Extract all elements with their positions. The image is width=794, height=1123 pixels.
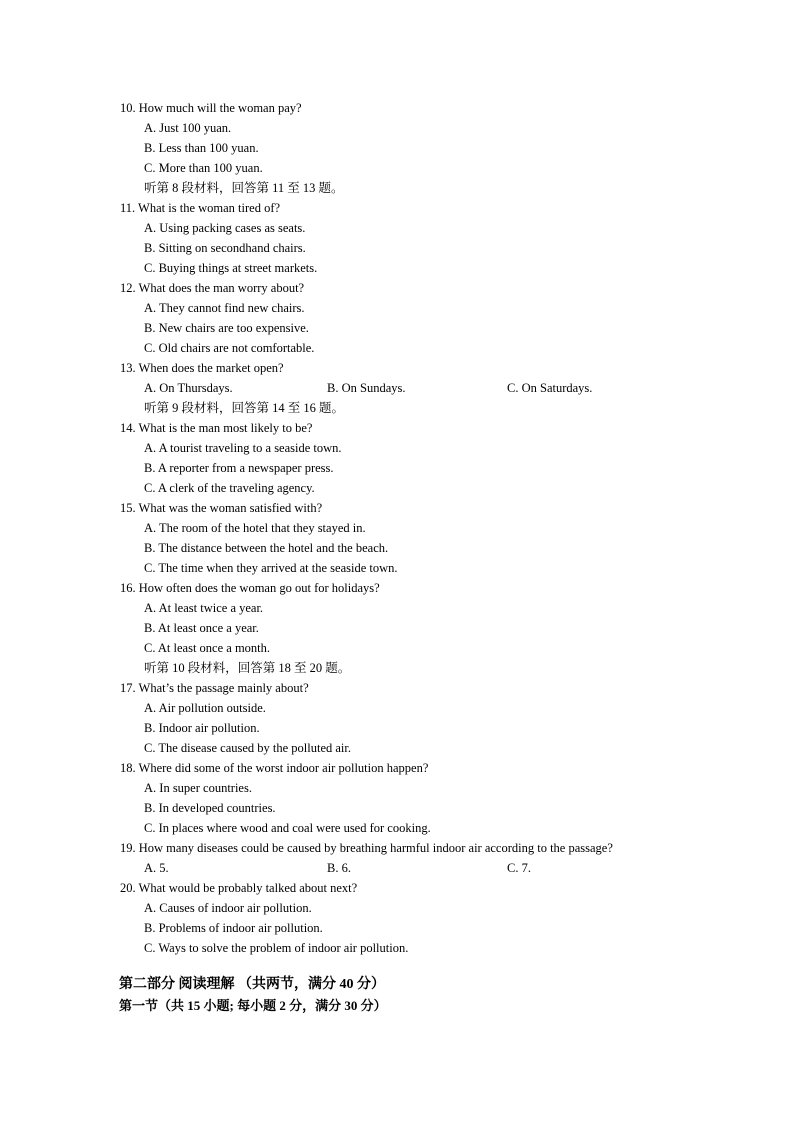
question-17-option-b: B. Indoor air pollution. xyxy=(144,721,260,735)
question-14-option-a: A. A tourist traveling to a seaside town. xyxy=(144,441,342,455)
question-14-stem: 14. What is the man most likely to be? xyxy=(120,421,313,435)
question-12-stem: 12. What does the man worry about? xyxy=(120,281,305,295)
part-2-title: 第二部分 阅读理解 （共两节，满分 40 分） xyxy=(119,977,385,992)
question-19-option-c: C. 7. xyxy=(507,861,531,875)
question-11-option-c: C. Buying things at street markets. xyxy=(144,261,318,275)
instruction-passage-8: 听第 8 段材料，回答第 11 至 13 题。 xyxy=(144,181,344,195)
question-13-option-a: A. On Thursdays. xyxy=(144,381,233,395)
instruction-passage-10: 听第 10 段材料，回答第 18 至 20 题。 xyxy=(144,661,351,675)
question-20-option-a: A. Causes of indoor air pollution. xyxy=(144,901,312,915)
question-16-option-b: B. At least once a year. xyxy=(144,621,259,635)
question-16-stem: 16. How often does the woman go out for holidays? xyxy=(120,581,380,595)
question-12-option-c: C. Old chairs are not comfortable. xyxy=(144,341,315,355)
question-11-option-b: B. Sitting on secondhand chairs. xyxy=(144,241,306,255)
question-15-stem: 15. What was the woman satisfied with? xyxy=(120,501,323,515)
question-18-option-c: C. In places where wood and coal were used for cooking. xyxy=(144,821,431,835)
question-20-option-b: B. Problems of indoor air pollution. xyxy=(144,921,323,935)
question-16-option-a: A. At least twice a year. xyxy=(144,601,264,615)
question-11-stem: 11. What is the woman tired of? xyxy=(120,201,281,215)
question-11-option-a: A. Using packing cases as seats. xyxy=(144,221,306,235)
question-12-option-a: A. They cannot find new chairs. xyxy=(144,301,305,315)
question-15-option-c: C. The time when they arrived at the seaside town. xyxy=(144,561,398,575)
question-14-option-b: B. A reporter from a newspaper press. xyxy=(144,461,334,475)
instruction-passage-9: 听第 9 段材料，回答第 14 至 16 题。 xyxy=(144,401,345,415)
question-18-option-b: B. In developed countries. xyxy=(144,801,276,815)
question-10-option-c: C. More than 100 yuan. xyxy=(144,161,263,175)
question-12-option-b: B. New chairs are too expensive. xyxy=(144,321,309,335)
question-17-option-c: C. The disease caused by the polluted air. xyxy=(144,741,352,755)
question-13-option-b: B. On Sundays. xyxy=(327,381,406,395)
question-13-stem: 13. When does the market open? xyxy=(120,361,284,375)
question-19-option-a: A. 5. xyxy=(144,861,169,875)
question-15-option-a: A. The room of the hotel that they stayed in. xyxy=(144,521,366,535)
question-17-stem: 17. What’s the passage mainly about? xyxy=(120,681,309,695)
question-20-option-c: C. Ways to solve the problem of indoor air pollution. xyxy=(144,941,409,955)
question-10-option-a: A. Just 100 yuan. xyxy=(144,121,232,135)
question-19-option-b: B. 6. xyxy=(327,861,351,875)
section-1-title: 第一节（共 15 小题; 每小题 2 分，满分 30 分） xyxy=(119,998,387,1013)
question-19-stem: 19. How many diseases could be caused by breathing harmful indoor air according to the passage? xyxy=(120,841,613,855)
question-13-option-c: C. On Saturdays. xyxy=(507,381,593,395)
question-16-option-c: C. At least once a month. xyxy=(144,641,271,655)
question-10-stem: 10. How much will the woman pay? xyxy=(120,101,302,115)
question-18-stem: 18. Where did some of the worst indoor air pollution happen? xyxy=(120,761,429,775)
question-15-option-b: B. The distance between the hotel and the beach. xyxy=(144,541,389,555)
question-10-option-b: B. Less than 100 yuan. xyxy=(144,141,259,155)
question-17-option-a: A. Air pollution outside. xyxy=(144,701,266,715)
question-18-option-a: A. In super countries. xyxy=(144,781,252,795)
question-14-option-c: C. A clerk of the traveling agency. xyxy=(144,481,315,495)
question-20-stem: 20. What would be probably talked about next? xyxy=(120,881,358,895)
